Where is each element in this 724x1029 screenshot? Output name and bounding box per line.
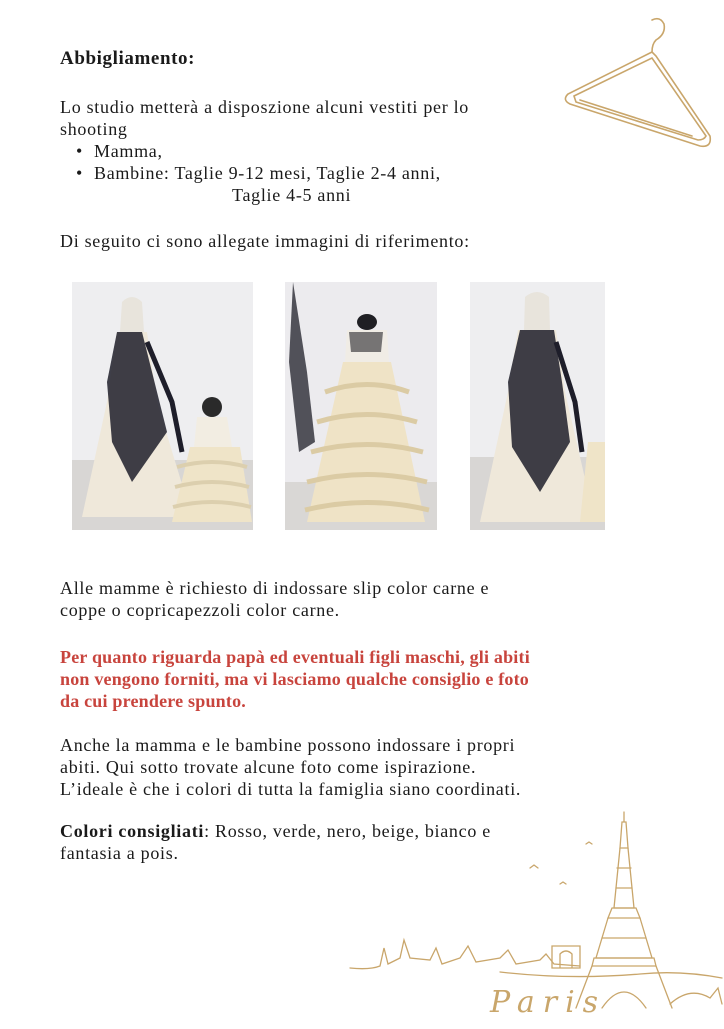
bullet: • [76, 141, 84, 161]
paris-logo-text: Paris [490, 985, 607, 1020]
paragraph-line: abiti. Qui sotto trovate alcune foto come ispirazione. [60, 757, 477, 777]
reference-photo-1 [72, 282, 253, 530]
paragraph-line: Alle mamme è richiesto di indossare slip color carne e [60, 578, 490, 598]
paragraph-line: L’ideale è che i colori di tutta la famiglia siano coordinati. [60, 779, 522, 799]
list-item-bambine [60, 162, 441, 184]
list-item-continuation [60, 184, 441, 206]
fathers-note [60, 646, 530, 712]
reference-photo-3 [470, 282, 605, 530]
bullet: • [76, 163, 84, 183]
section-heading: Abbigliamento: [60, 48, 196, 69]
intro-line: Lo studio metterà a disposzione alcuni vestiti per lo [60, 97, 470, 117]
mother-instructions [60, 577, 489, 621]
paragraph-line: da cui prendere spunto. [60, 691, 246, 711]
paris-skyline-illustration [340, 808, 724, 1024]
colors-list: : Rosso, verde, nero, beige, bianco e [204, 821, 491, 841]
paragraph-line: coppe o copricapezzoli color carne. [60, 600, 340, 620]
paragraph-line: Anche la mamma e le bambine possono indossare i propri [60, 735, 516, 755]
reference-photo-2 [285, 282, 437, 530]
colors-list-continuation: fantasia a pois. [60, 843, 179, 863]
sizes-list [60, 140, 441, 206]
hanger-icon [560, 14, 716, 148]
intro-line: shooting [60, 119, 128, 139]
list-item-text: Taglie 4-5 anni [232, 185, 352, 205]
own-clothes-paragraph [60, 734, 521, 800]
colors-label: Colori consigliati [60, 821, 205, 841]
list-item-text: Bambine: Taglie 9-12 mesi, Taglie 2-4 anni, [94, 163, 441, 183]
paragraph-line: Per quanto riguarda papà ed eventuali figli maschi, gli abiti [60, 647, 530, 667]
list-item-mamma [60, 140, 441, 162]
list-item-text: Mamma, [94, 141, 163, 161]
references-intro: Di seguito ci sono allegate immagini di riferimento: [60, 231, 470, 251]
intro-paragraph [60, 96, 469, 140]
paragraph-line: non vengono forniti, ma vi lasciamo qualche consiglio e foto [60, 669, 530, 689]
